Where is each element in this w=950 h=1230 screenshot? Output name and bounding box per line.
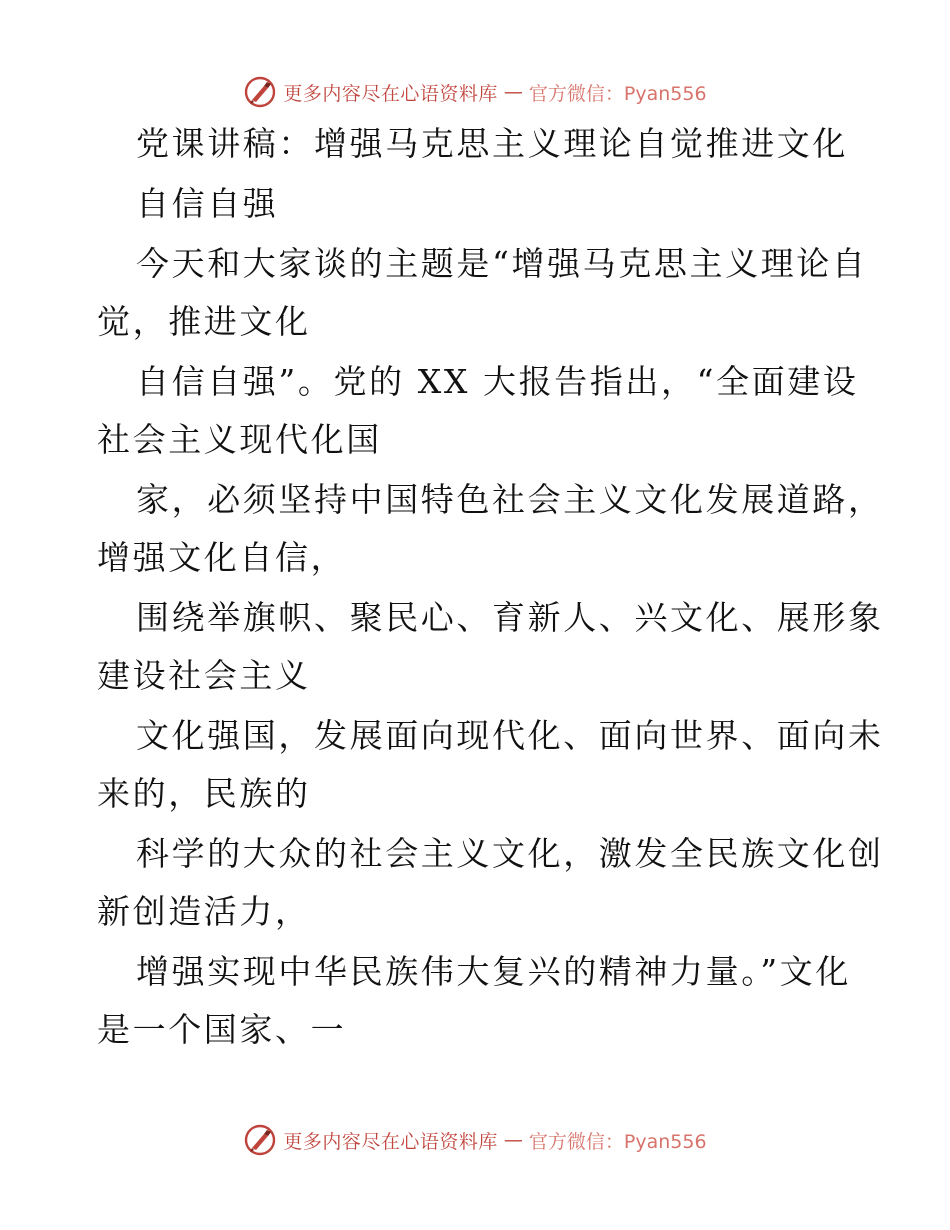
text-line: 来的，民族的 bbox=[97, 774, 311, 813]
banner-title: 更多内容尽在心语资料库 bbox=[283, 1130, 498, 1153]
text-line: 增强实现中华民族伟大复兴的精神力量。”文化 bbox=[136, 952, 851, 991]
text-line: 文化强国，发展面向现代化、面向世界、面向未 bbox=[136, 716, 884, 755]
text-line: 自信自强 bbox=[136, 184, 279, 223]
text-line: 科学的大众的社会主义文化，激发全民族文化创 bbox=[136, 834, 884, 873]
text-line: 社会主义现代化国 bbox=[97, 420, 382, 459]
text-line: 增强文化自信， bbox=[97, 538, 347, 577]
text-line: 党课讲稿：增强马克思主义理论自觉推进文化 bbox=[136, 124, 848, 163]
banner-dash: — bbox=[503, 81, 523, 103]
text-line: 新创造活力， bbox=[97, 892, 311, 931]
banner-title: 更多内容尽在心语资料库 bbox=[283, 82, 498, 105]
banner-wechat: 官方微信：Pyan556 bbox=[528, 1130, 707, 1153]
text-line: 建设社会主义 bbox=[97, 656, 311, 695]
header-banner bbox=[0, 72, 950, 112]
text-line: 自信自强”。党的 XX 大报告指出，“全面建设 bbox=[136, 362, 859, 401]
footer-banner bbox=[0, 1120, 950, 1160]
text-line: 今天和大家谈的主题是“增强马克思主义理论自 bbox=[136, 244, 868, 283]
pen-logo-icon bbox=[243, 1123, 277, 1157]
banner-wechat: 官方微信：Pyan556 bbox=[528, 82, 707, 105]
text-line: 觉，推进文化 bbox=[97, 302, 311, 341]
text-line: 是一个国家、一 bbox=[97, 1010, 347, 1049]
pen-logo-icon bbox=[243, 75, 277, 109]
banner-dash: — bbox=[503, 1129, 523, 1151]
text-line: 围绕举旗帜、聚民心、育新人、兴文化、展形象 bbox=[136, 598, 884, 637]
text-line: 家，必须坚持中国特色社会主义文化发展道路， bbox=[136, 480, 884, 519]
